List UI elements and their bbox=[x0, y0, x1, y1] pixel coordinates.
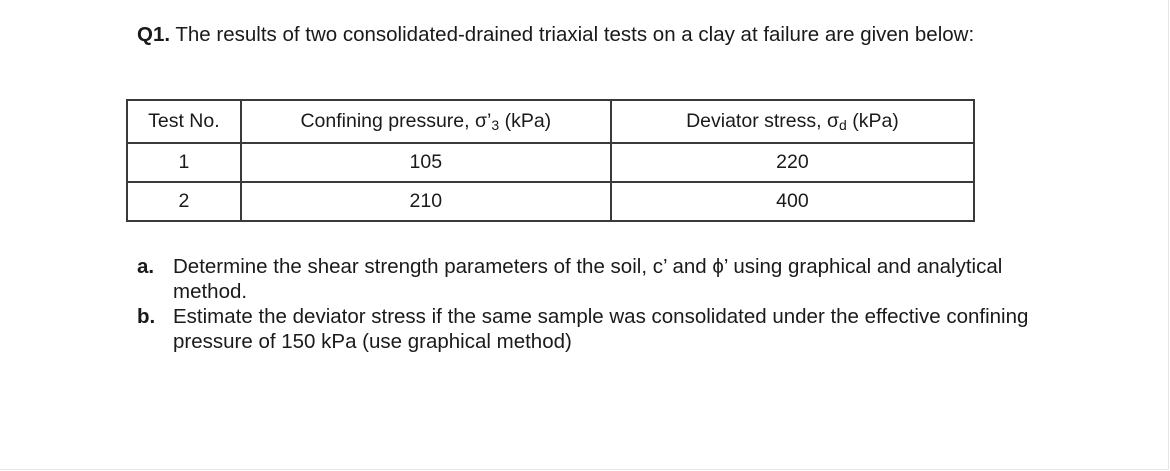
cell-test-no: 2 bbox=[127, 182, 241, 221]
table-row bbox=[127, 182, 974, 221]
part-b bbox=[137, 304, 1037, 354]
question-parts-list bbox=[137, 254, 1037, 354]
header-confining-suffix: (kPa) bbox=[499, 110, 552, 132]
header-confining-prefix: Confining pressure, σ’ bbox=[300, 110, 492, 132]
header-test-no: Test No. bbox=[127, 100, 241, 143]
cell-test-no: 1 bbox=[127, 143, 241, 182]
header-deviator-prefix: Deviator stress, σ bbox=[686, 110, 839, 132]
cell-confining-pressure: 105 bbox=[241, 143, 611, 182]
test-results-table bbox=[126, 99, 975, 222]
question-statement bbox=[137, 22, 1037, 47]
cell-deviator-stress: 220 bbox=[611, 143, 974, 182]
question-number: Q1. bbox=[137, 23, 171, 46]
table-row bbox=[127, 143, 974, 182]
part-b-label: b. bbox=[137, 305, 156, 328]
part-a-label: a. bbox=[137, 255, 155, 278]
header-deviator-suffix: (kPa) bbox=[846, 110, 899, 132]
cell-confining-pressure: 210 bbox=[241, 182, 611, 221]
table-header-row bbox=[127, 100, 974, 143]
header-deviator-stress bbox=[611, 100, 974, 143]
part-a bbox=[137, 254, 1037, 304]
part-a-text: Determine the shear strength parameters of the soil, c’ and ϕ’ using graphical and analytical method. bbox=[173, 255, 1003, 303]
header-confining-pressure bbox=[241, 100, 611, 143]
header-confining-subscript: 3 bbox=[491, 117, 500, 133]
header-deviator-subscript: d bbox=[838, 117, 847, 133]
question-text: The results of two consolidated-drained triaxial tests on a clay at failure are given below: bbox=[175, 23, 975, 46]
part-b-text: Estimate the deviator stress if the same sample was consolidated under the effective confining pressure of 150 kPa (use graphical method) bbox=[173, 305, 1029, 353]
cell-deviator-stress: 400 bbox=[611, 182, 974, 221]
